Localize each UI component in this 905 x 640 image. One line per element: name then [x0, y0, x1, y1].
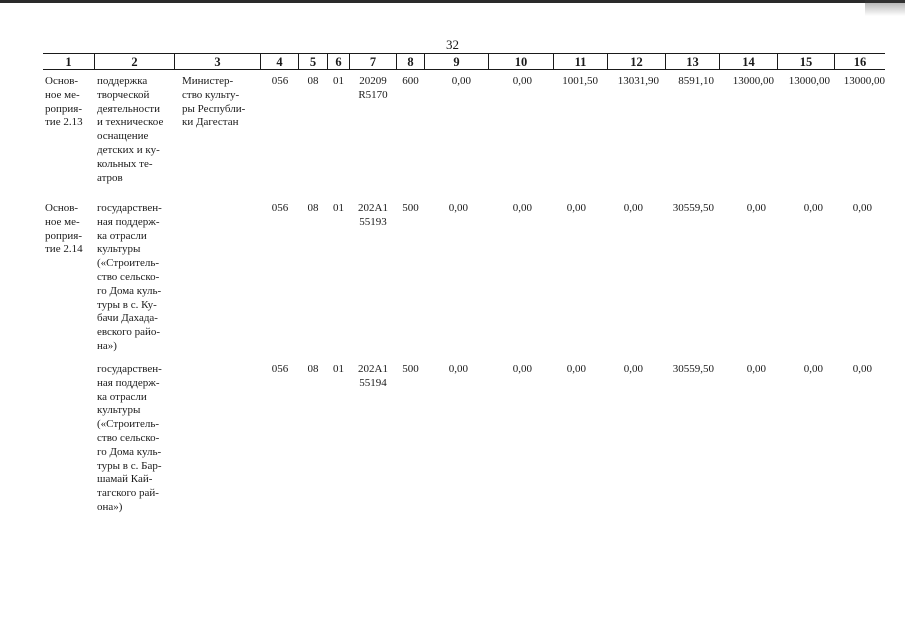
header-col-16: 16	[834, 53, 885, 70]
row2-col9-value: 0,00	[448, 202, 468, 214]
header-col-11: 11	[553, 53, 607, 70]
row3-col14-value: 0,00	[746, 363, 766, 375]
row1-col14-value: 13000,00	[732, 75, 774, 87]
header-col-8: 8	[396, 53, 424, 70]
row1-event-number: Основ- ное ме- роприя- тие 2.13	[45, 75, 83, 129]
row3-grbs-code: 056	[271, 363, 289, 375]
row2-description: государствен- ная поддерж- ка отрасли культуры («Строитель- ство сельско- го Дома куль- туры в с. Ку- бачи Дахада- евского райо- на»)	[97, 202, 162, 352]
row1-target-code: 20209 R5170	[358, 75, 388, 101]
row2-expense-type: 500	[402, 202, 419, 214]
row3-target-code: 202A1 55194	[358, 363, 388, 389]
header-col-1: 1	[43, 53, 94, 70]
header-col-5: 5	[298, 53, 327, 70]
row3-col11-value: 0,00	[566, 363, 586, 375]
row2-col11-value: 0,00	[566, 202, 586, 214]
row2-subsection-code: 01	[333, 202, 344, 214]
row2-col12-value: 0,00	[623, 202, 643, 214]
row1-col15-value: 13000,00	[788, 75, 830, 87]
row2-col14-value: 0,00	[746, 202, 766, 214]
row3-col13-value: 30559,50	[672, 363, 714, 375]
row2-event-number: Основ- ное ме- роприя- тие 2.14	[45, 202, 83, 256]
page-number: 32	[446, 37, 459, 52]
header-col-9: 9	[424, 53, 488, 70]
row2-col16-value: 0,00	[852, 202, 872, 214]
row1-col16-value: 13000,00	[843, 75, 885, 87]
row3-expense-type: 500	[402, 363, 419, 375]
scan-edge-shadow	[865, 0, 905, 16]
row2-target-code: 202A1 55193	[358, 202, 388, 228]
row1-grbs-code: 056	[271, 75, 289, 87]
row1-col10-value: 0,00	[512, 75, 532, 87]
row1-executor: Министер- ство культу- ры Республи- ки Дагестан	[182, 75, 246, 129]
row2-section-code: 08	[307, 202, 319, 214]
header-col-14: 14	[719, 53, 777, 70]
scan-edge-top	[0, 0, 905, 3]
row2-col13-value: 30559,50	[672, 202, 714, 214]
row1-col13-value: 8591,10	[678, 75, 714, 87]
header-col-2: 2	[94, 53, 174, 70]
row3-col10-value: 0,00	[512, 363, 532, 375]
row2-grbs-code: 056	[271, 202, 289, 214]
row1-description: поддержка творческой деятельности и техническое оснащение детских и ку- кольных те- атров	[97, 75, 164, 184]
row2-col15-value: 0,00	[803, 202, 823, 214]
row3-section-code: 08	[307, 363, 319, 375]
row1-expense-type: 600	[402, 75, 419, 87]
row3-col15-value: 0,00	[803, 363, 823, 375]
row3-col9-value: 0,00	[448, 363, 468, 375]
row3-subsection-code: 01	[333, 363, 344, 375]
row1-col9-value: 0,00	[451, 75, 471, 87]
header-col-15: 15	[777, 53, 834, 70]
row3-col12-value: 0,00	[623, 363, 643, 375]
header-col-13: 13	[665, 53, 719, 70]
header-col-10: 10	[488, 53, 553, 70]
row2-col10-value: 0,00	[512, 202, 532, 214]
header-col-12: 12	[607, 53, 665, 70]
header-col-3: 3	[174, 53, 260, 70]
row3-col16-value: 0,00	[852, 363, 872, 375]
header-col-4: 4	[260, 53, 298, 70]
row3-description: государствен- ная поддерж- ка отрасли культуры («Строитель- ство сельско- го Дома куль- туры в с. Бар- шамай Кай- тагского рай- она»)	[97, 363, 162, 513]
row1-section-code: 08	[307, 75, 319, 87]
header-col-6: 6	[327, 53, 349, 70]
row1-subsection-code: 01	[333, 75, 344, 87]
row1-col11-value: 1001,50	[562, 75, 598, 87]
header-col-7: 7	[349, 53, 396, 70]
row1-col12-value: 13031,90	[617, 75, 659, 87]
